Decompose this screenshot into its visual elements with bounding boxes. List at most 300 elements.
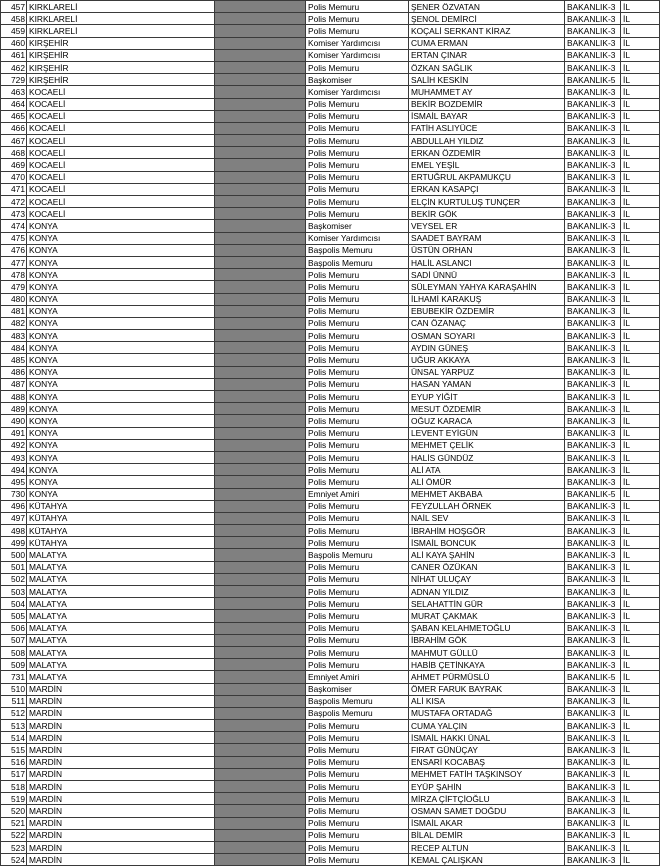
unit-cell: BAKANLIK-3 <box>565 37 621 49</box>
row-number-cell: 500 <box>1 549 27 561</box>
row-number-cell: 461 <box>1 49 27 61</box>
row-number-cell: 506 <box>1 622 27 634</box>
table-row <box>1 634 660 646</box>
redacted-cell <box>215 707 306 719</box>
redacted-cell <box>215 196 306 208</box>
location-cell: İL <box>621 561 660 573</box>
table-row <box>1 781 660 793</box>
rank-cell: Polis Memuru <box>306 25 409 37</box>
table-row <box>1 37 660 49</box>
row-number-cell: 479 <box>1 281 27 293</box>
redacted-cell <box>215 781 306 793</box>
table-row <box>1 451 660 463</box>
row-number-cell: 466 <box>1 122 27 134</box>
row-number-cell: 492 <box>1 439 27 451</box>
location-cell: İL <box>621 232 660 244</box>
location-cell: İL <box>621 366 660 378</box>
redacted-cell <box>215 25 306 37</box>
location-cell: İL <box>621 427 660 439</box>
full-name-cell: MEHMET AKBABA <box>409 488 565 500</box>
location-cell: İL <box>621 269 660 281</box>
rank-cell: Polis Memuru <box>306 841 409 853</box>
full-name-cell: AYDIN GÜNEŞ <box>409 342 565 354</box>
location-cell: İL <box>621 829 660 841</box>
full-name-cell: OSMAN SOYARI <box>409 330 565 342</box>
full-name-cell: HASAN YAMAN <box>409 378 565 390</box>
redacted-cell <box>215 829 306 841</box>
row-number-cell: 459 <box>1 25 27 37</box>
table-row <box>1 854 660 866</box>
province-cell: KÜTAHYA <box>27 500 215 512</box>
full-name-cell: CAN ÖZANAÇ <box>409 317 565 329</box>
province-cell: MARDİN <box>27 854 215 866</box>
rank-cell: Polis Memuru <box>306 793 409 805</box>
unit-cell: BAKANLIK-3 <box>565 244 621 256</box>
province-cell: KÜTAHYA <box>27 537 215 549</box>
redacted-cell <box>215 269 306 281</box>
rank-cell: Başkomiser <box>306 683 409 695</box>
redacted-cell <box>215 586 306 598</box>
redacted-cell <box>215 147 306 159</box>
row-number-cell: 477 <box>1 256 27 268</box>
province-cell: KOCAELİ <box>27 196 215 208</box>
province-cell: MARDİN <box>27 793 215 805</box>
unit-cell: BAKANLIK-3 <box>565 342 621 354</box>
location-cell: İL <box>621 854 660 866</box>
location-cell: İL <box>621 793 660 805</box>
province-cell: MALATYA <box>27 634 215 646</box>
full-name-cell: ÖMER FARUK BAYRAK <box>409 683 565 695</box>
rank-cell: Polis Memuru <box>306 610 409 622</box>
unit-cell: BAKANLIK-3 <box>565 147 621 159</box>
unit-cell: BAKANLIK-3 <box>565 793 621 805</box>
table-row <box>1 61 660 73</box>
unit-cell: BAKANLIK-3 <box>565 354 621 366</box>
full-name-cell: MAHMUT GÜLLÜ <box>409 646 565 658</box>
province-cell: KONYA <box>27 342 215 354</box>
province-cell: MARDİN <box>27 829 215 841</box>
unit-cell: BAKANLIK-3 <box>565 86 621 98</box>
location-cell: İL <box>621 659 660 671</box>
location-cell: İL <box>621 537 660 549</box>
province-cell: KONYA <box>27 415 215 427</box>
province-cell: MARDİN <box>27 707 215 719</box>
province-cell: KONYA <box>27 476 215 488</box>
redacted-cell <box>215 98 306 110</box>
table-row <box>1 683 660 695</box>
location-cell: İL <box>621 683 660 695</box>
province-cell: KONYA <box>27 451 215 463</box>
row-number-cell: 501 <box>1 561 27 573</box>
redacted-cell <box>215 256 306 268</box>
row-number-cell: 497 <box>1 512 27 524</box>
table-body <box>1 1 660 866</box>
table-row <box>1 110 660 122</box>
table-row <box>1 464 660 476</box>
rank-cell: Polis Memuru <box>306 342 409 354</box>
location-cell: İL <box>621 305 660 317</box>
location-cell: İL <box>621 464 660 476</box>
location-cell: İL <box>621 634 660 646</box>
table-row <box>1 378 660 390</box>
province-cell: MALATYA <box>27 659 215 671</box>
row-number-cell: 524 <box>1 854 27 866</box>
row-number-cell: 495 <box>1 476 27 488</box>
table-row <box>1 525 660 537</box>
location-cell: İL <box>621 98 660 110</box>
redacted-cell <box>215 573 306 585</box>
unit-cell: BAKANLIK-3 <box>565 525 621 537</box>
full-name-cell: ADNAN YILDIZ <box>409 586 565 598</box>
unit-cell: BAKANLIK-3 <box>565 366 621 378</box>
redacted-cell <box>215 342 306 354</box>
province-cell: KONYA <box>27 439 215 451</box>
unit-cell: BAKANLIK-3 <box>565 378 621 390</box>
row-number-cell: 474 <box>1 220 27 232</box>
unit-cell: BAKANLIK-3 <box>565 586 621 598</box>
redacted-cell <box>215 183 306 195</box>
rank-cell: Polis Memuru <box>306 317 409 329</box>
rank-cell: Polis Memuru <box>306 659 409 671</box>
province-cell: KOCAELİ <box>27 171 215 183</box>
row-number-cell: 469 <box>1 159 27 171</box>
unit-cell: BAKANLIK-3 <box>565 330 621 342</box>
unit-cell: BAKANLIK-3 <box>565 829 621 841</box>
full-name-cell: BEKİR GÖK <box>409 208 565 220</box>
location-cell: İL <box>621 281 660 293</box>
redacted-cell <box>215 281 306 293</box>
province-cell: KONYA <box>27 317 215 329</box>
rank-cell: Polis Memuru <box>306 451 409 463</box>
location-cell: İL <box>621 1 660 13</box>
full-name-cell: NAİL SEV <box>409 512 565 524</box>
province-cell: KÜTAHYA <box>27 512 215 524</box>
province-cell: KONYA <box>27 391 215 403</box>
location-cell: İL <box>621 196 660 208</box>
redacted-cell <box>215 427 306 439</box>
full-name-cell: ŞENER ÖZVATAN <box>409 1 565 13</box>
rank-cell: Başpolis Memuru <box>306 244 409 256</box>
rank-cell: Polis Memuru <box>306 171 409 183</box>
rank-cell: Polis Memuru <box>306 586 409 598</box>
rank-cell: Başpolis Memuru <box>306 256 409 268</box>
unit-cell: BAKANLIK-3 <box>565 610 621 622</box>
full-name-cell: ERTAN ÇINAR <box>409 49 565 61</box>
unit-cell: BAKANLIK-5 <box>565 671 621 683</box>
unit-cell: BAKANLIK-3 <box>565 622 621 634</box>
unit-cell: BAKANLIK-3 <box>565 781 621 793</box>
unit-cell: BAKANLIK-3 <box>565 512 621 524</box>
table-row <box>1 439 660 451</box>
location-cell: İL <box>621 817 660 829</box>
location-cell: İL <box>621 451 660 463</box>
rank-cell: Polis Memuru <box>306 439 409 451</box>
table-row <box>1 293 660 305</box>
province-cell: KOCAELİ <box>27 110 215 122</box>
unit-cell: BAKANLIK-3 <box>565 720 621 732</box>
table-row <box>1 646 660 658</box>
rank-cell: Polis Memuru <box>306 634 409 646</box>
rank-cell: Polis Memuru <box>306 403 409 415</box>
province-cell: MARDİN <box>27 720 215 732</box>
row-number-cell: 489 <box>1 403 27 415</box>
province-cell: KONYA <box>27 305 215 317</box>
location-cell: İL <box>621 622 660 634</box>
unit-cell: BAKANLIK-3 <box>565 634 621 646</box>
province-cell: KIRŞEHİR <box>27 37 215 49</box>
full-name-cell: MİRZA ÇİFTÇİOĞLU <box>409 793 565 805</box>
province-cell: KONYA <box>27 293 215 305</box>
redacted-cell <box>215 122 306 134</box>
redacted-cell <box>215 793 306 805</box>
unit-cell: BAKANLIK-3 <box>565 281 621 293</box>
province-cell: KONYA <box>27 378 215 390</box>
province-cell: MALATYA <box>27 573 215 585</box>
full-name-cell: İLHAMİ KARAKUŞ <box>409 293 565 305</box>
rank-cell: Başkomiser <box>306 74 409 86</box>
row-number-cell: 496 <box>1 500 27 512</box>
province-cell: MARDİN <box>27 781 215 793</box>
redacted-cell <box>215 244 306 256</box>
location-cell: İL <box>621 378 660 390</box>
row-number-cell: 482 <box>1 317 27 329</box>
unit-cell: BAKANLIK-3 <box>565 293 621 305</box>
table-row <box>1 1 660 13</box>
full-name-cell: ENSARİ KOCABAŞ <box>409 756 565 768</box>
full-name-cell: İBRAHİM GÖK <box>409 634 565 646</box>
unit-cell: BAKANLIK-3 <box>565 854 621 866</box>
rank-cell: Polis Memuru <box>306 817 409 829</box>
redacted-cell <box>215 841 306 853</box>
unit-cell: BAKANLIK-3 <box>565 439 621 451</box>
full-name-cell: ABDULLAH YILDIZ <box>409 135 565 147</box>
full-name-cell: ERTUĞRUL AKPAMUKÇU <box>409 171 565 183</box>
row-number-cell: 476 <box>1 244 27 256</box>
redacted-cell <box>215 232 306 244</box>
rank-cell: Polis Memuru <box>306 208 409 220</box>
table-row <box>1 330 660 342</box>
province-cell: MALATYA <box>27 646 215 658</box>
row-number-cell: 463 <box>1 86 27 98</box>
province-cell: KOCAELİ <box>27 86 215 98</box>
location-cell: İL <box>621 500 660 512</box>
table-row <box>1 269 660 281</box>
unit-cell: BAKANLIK-3 <box>565 805 621 817</box>
table-row <box>1 707 660 719</box>
table-row <box>1 220 660 232</box>
location-cell: İL <box>621 61 660 73</box>
location-cell: İL <box>621 13 660 25</box>
redacted-cell <box>215 37 306 49</box>
row-number-cell: 457 <box>1 1 27 13</box>
province-cell: KOCAELİ <box>27 135 215 147</box>
full-name-cell: EBUBEKİR ÖZDEMİR <box>409 305 565 317</box>
full-name-cell: EYÜP ŞAHİN <box>409 781 565 793</box>
row-number-cell: 460 <box>1 37 27 49</box>
row-number-cell: 486 <box>1 366 27 378</box>
location-cell: İL <box>621 25 660 37</box>
full-name-cell: FIRAT GÜNÜÇAY <box>409 744 565 756</box>
location-cell: İL <box>621 671 660 683</box>
province-cell: MARDİN <box>27 841 215 853</box>
location-cell: İL <box>621 732 660 744</box>
full-name-cell: CUMA ERMAN <box>409 37 565 49</box>
table-row <box>1 159 660 171</box>
full-name-cell: KOÇALİ SERKANT KİRAZ <box>409 25 565 37</box>
rank-cell: Polis Memuru <box>306 427 409 439</box>
full-name-cell: ALİ ÖMÜR <box>409 476 565 488</box>
location-cell: İL <box>621 476 660 488</box>
row-number-cell: 519 <box>1 793 27 805</box>
rank-cell: Başpolis Memuru <box>306 707 409 719</box>
location-cell: İL <box>621 744 660 756</box>
unit-cell: BAKANLIK-3 <box>565 183 621 195</box>
location-cell: İL <box>621 720 660 732</box>
unit-cell: BAKANLIK-3 <box>565 110 621 122</box>
location-cell: İL <box>621 756 660 768</box>
unit-cell: BAKANLIK-3 <box>565 98 621 110</box>
table-row <box>1 74 660 86</box>
rank-cell: Polis Memuru <box>306 744 409 756</box>
row-number-cell: 475 <box>1 232 27 244</box>
unit-cell: BAKANLIK-3 <box>565 171 621 183</box>
province-cell: KIRKLARELİ <box>27 25 215 37</box>
province-cell: KIRKLARELİ <box>27 1 215 13</box>
full-name-cell: OĞUZ KARACA <box>409 415 565 427</box>
unit-cell: BAKANLIK-3 <box>565 415 621 427</box>
full-name-cell: ERKAN KASAPÇI <box>409 183 565 195</box>
rank-cell: Polis Memuru <box>306 573 409 585</box>
redacted-cell <box>215 659 306 671</box>
unit-cell: BAKANLIK-3 <box>565 768 621 780</box>
row-number-cell: 487 <box>1 378 27 390</box>
location-cell: İL <box>621 256 660 268</box>
location-cell: İL <box>621 512 660 524</box>
unit-cell: BAKANLIK-3 <box>565 817 621 829</box>
province-cell: MARDİN <box>27 805 215 817</box>
unit-cell: BAKANLIK-5 <box>565 488 621 500</box>
province-cell: KOCAELİ <box>27 122 215 134</box>
location-cell: İL <box>621 415 660 427</box>
rank-cell: Polis Memuru <box>306 805 409 817</box>
rank-cell: Polis Memuru <box>306 415 409 427</box>
table-row <box>1 13 660 25</box>
unit-cell: BAKANLIK-3 <box>565 464 621 476</box>
location-cell: İL <box>621 49 660 61</box>
full-name-cell: FEYZULLAH ÖRNEK <box>409 500 565 512</box>
table-row <box>1 720 660 732</box>
province-cell: KIRŞEHİR <box>27 49 215 61</box>
location-cell: İL <box>621 391 660 403</box>
table-row <box>1 232 660 244</box>
table-row <box>1 586 660 598</box>
row-number-cell: 483 <box>1 330 27 342</box>
location-cell: İL <box>621 208 660 220</box>
rank-cell: Polis Memuru <box>306 135 409 147</box>
unit-cell: BAKANLIK-3 <box>565 208 621 220</box>
redacted-cell <box>215 756 306 768</box>
row-number-cell: 514 <box>1 732 27 744</box>
table-row <box>1 817 660 829</box>
full-name-cell: SÜLEYMAN YAHYA KARAŞAHİN <box>409 281 565 293</box>
table-row <box>1 488 660 500</box>
location-cell: İL <box>621 573 660 585</box>
province-cell: MARDİN <box>27 768 215 780</box>
province-cell: MARDİN <box>27 683 215 695</box>
full-name-cell: ÜNSAL YARPUZ <box>409 366 565 378</box>
province-cell: KOCAELİ <box>27 183 215 195</box>
full-name-cell: SADİ ÜNNÜ <box>409 269 565 281</box>
table-row <box>1 695 660 707</box>
full-name-cell: ALİ ATA <box>409 464 565 476</box>
redacted-cell <box>215 293 306 305</box>
row-number-cell: 730 <box>1 488 27 500</box>
redacted-cell <box>215 330 306 342</box>
location-cell: İL <box>621 439 660 451</box>
row-number-cell: 488 <box>1 391 27 403</box>
redacted-cell <box>215 171 306 183</box>
full-name-cell: ŞENOL DEMİRCİ <box>409 13 565 25</box>
table-row <box>1 622 660 634</box>
location-cell: İL <box>621 707 660 719</box>
redacted-cell <box>215 476 306 488</box>
row-number-cell: 505 <box>1 610 27 622</box>
full-name-cell: ŞABAN KELAHMETOĞLU <box>409 622 565 634</box>
row-number-cell: 520 <box>1 805 27 817</box>
unit-cell: BAKANLIK-3 <box>565 220 621 232</box>
rank-cell: Polis Memuru <box>306 512 409 524</box>
rank-cell: Polis Memuru <box>306 293 409 305</box>
row-number-cell: 490 <box>1 415 27 427</box>
redacted-cell <box>215 488 306 500</box>
row-number-cell: 462 <box>1 61 27 73</box>
unit-cell: BAKANLIK-3 <box>565 707 621 719</box>
rank-cell: Polis Memuru <box>306 622 409 634</box>
redacted-cell <box>215 61 306 73</box>
province-cell: MARDİN <box>27 695 215 707</box>
full-name-cell: ÖZKAN SAĞLIK <box>409 61 565 73</box>
rank-cell: Polis Memuru <box>306 122 409 134</box>
province-cell: KIRŞEHİR <box>27 74 215 86</box>
rank-cell: Komiser Yardımcısı <box>306 49 409 61</box>
rank-cell: Polis Memuru <box>306 781 409 793</box>
full-name-cell: UĞUR AKKAYA <box>409 354 565 366</box>
location-cell: İL <box>621 159 660 171</box>
province-cell: KOCAELİ <box>27 147 215 159</box>
location-cell: İL <box>621 74 660 86</box>
province-cell: KONYA <box>27 281 215 293</box>
table-row <box>1 537 660 549</box>
rank-cell: Polis Memuru <box>306 500 409 512</box>
full-name-cell: NİHAT ULUÇAY <box>409 573 565 585</box>
table-row <box>1 829 660 841</box>
unit-cell: BAKANLIK-3 <box>565 573 621 585</box>
table-row <box>1 147 660 159</box>
location-cell: İL <box>621 354 660 366</box>
unit-cell: BAKANLIK-3 <box>565 549 621 561</box>
row-number-cell: 458 <box>1 13 27 25</box>
redacted-cell <box>215 403 306 415</box>
redacted-cell <box>215 1 306 13</box>
unit-cell: BAKANLIK-5 <box>565 74 621 86</box>
rank-cell: Polis Memuru <box>306 561 409 573</box>
full-name-cell: BİLAL DEMİR <box>409 829 565 841</box>
rank-cell: Polis Memuru <box>306 537 409 549</box>
unit-cell: BAKANLIK-3 <box>565 756 621 768</box>
redacted-cell <box>215 415 306 427</box>
province-cell: KONYA <box>27 330 215 342</box>
full-name-cell: SELAHATTİN GÜR <box>409 598 565 610</box>
